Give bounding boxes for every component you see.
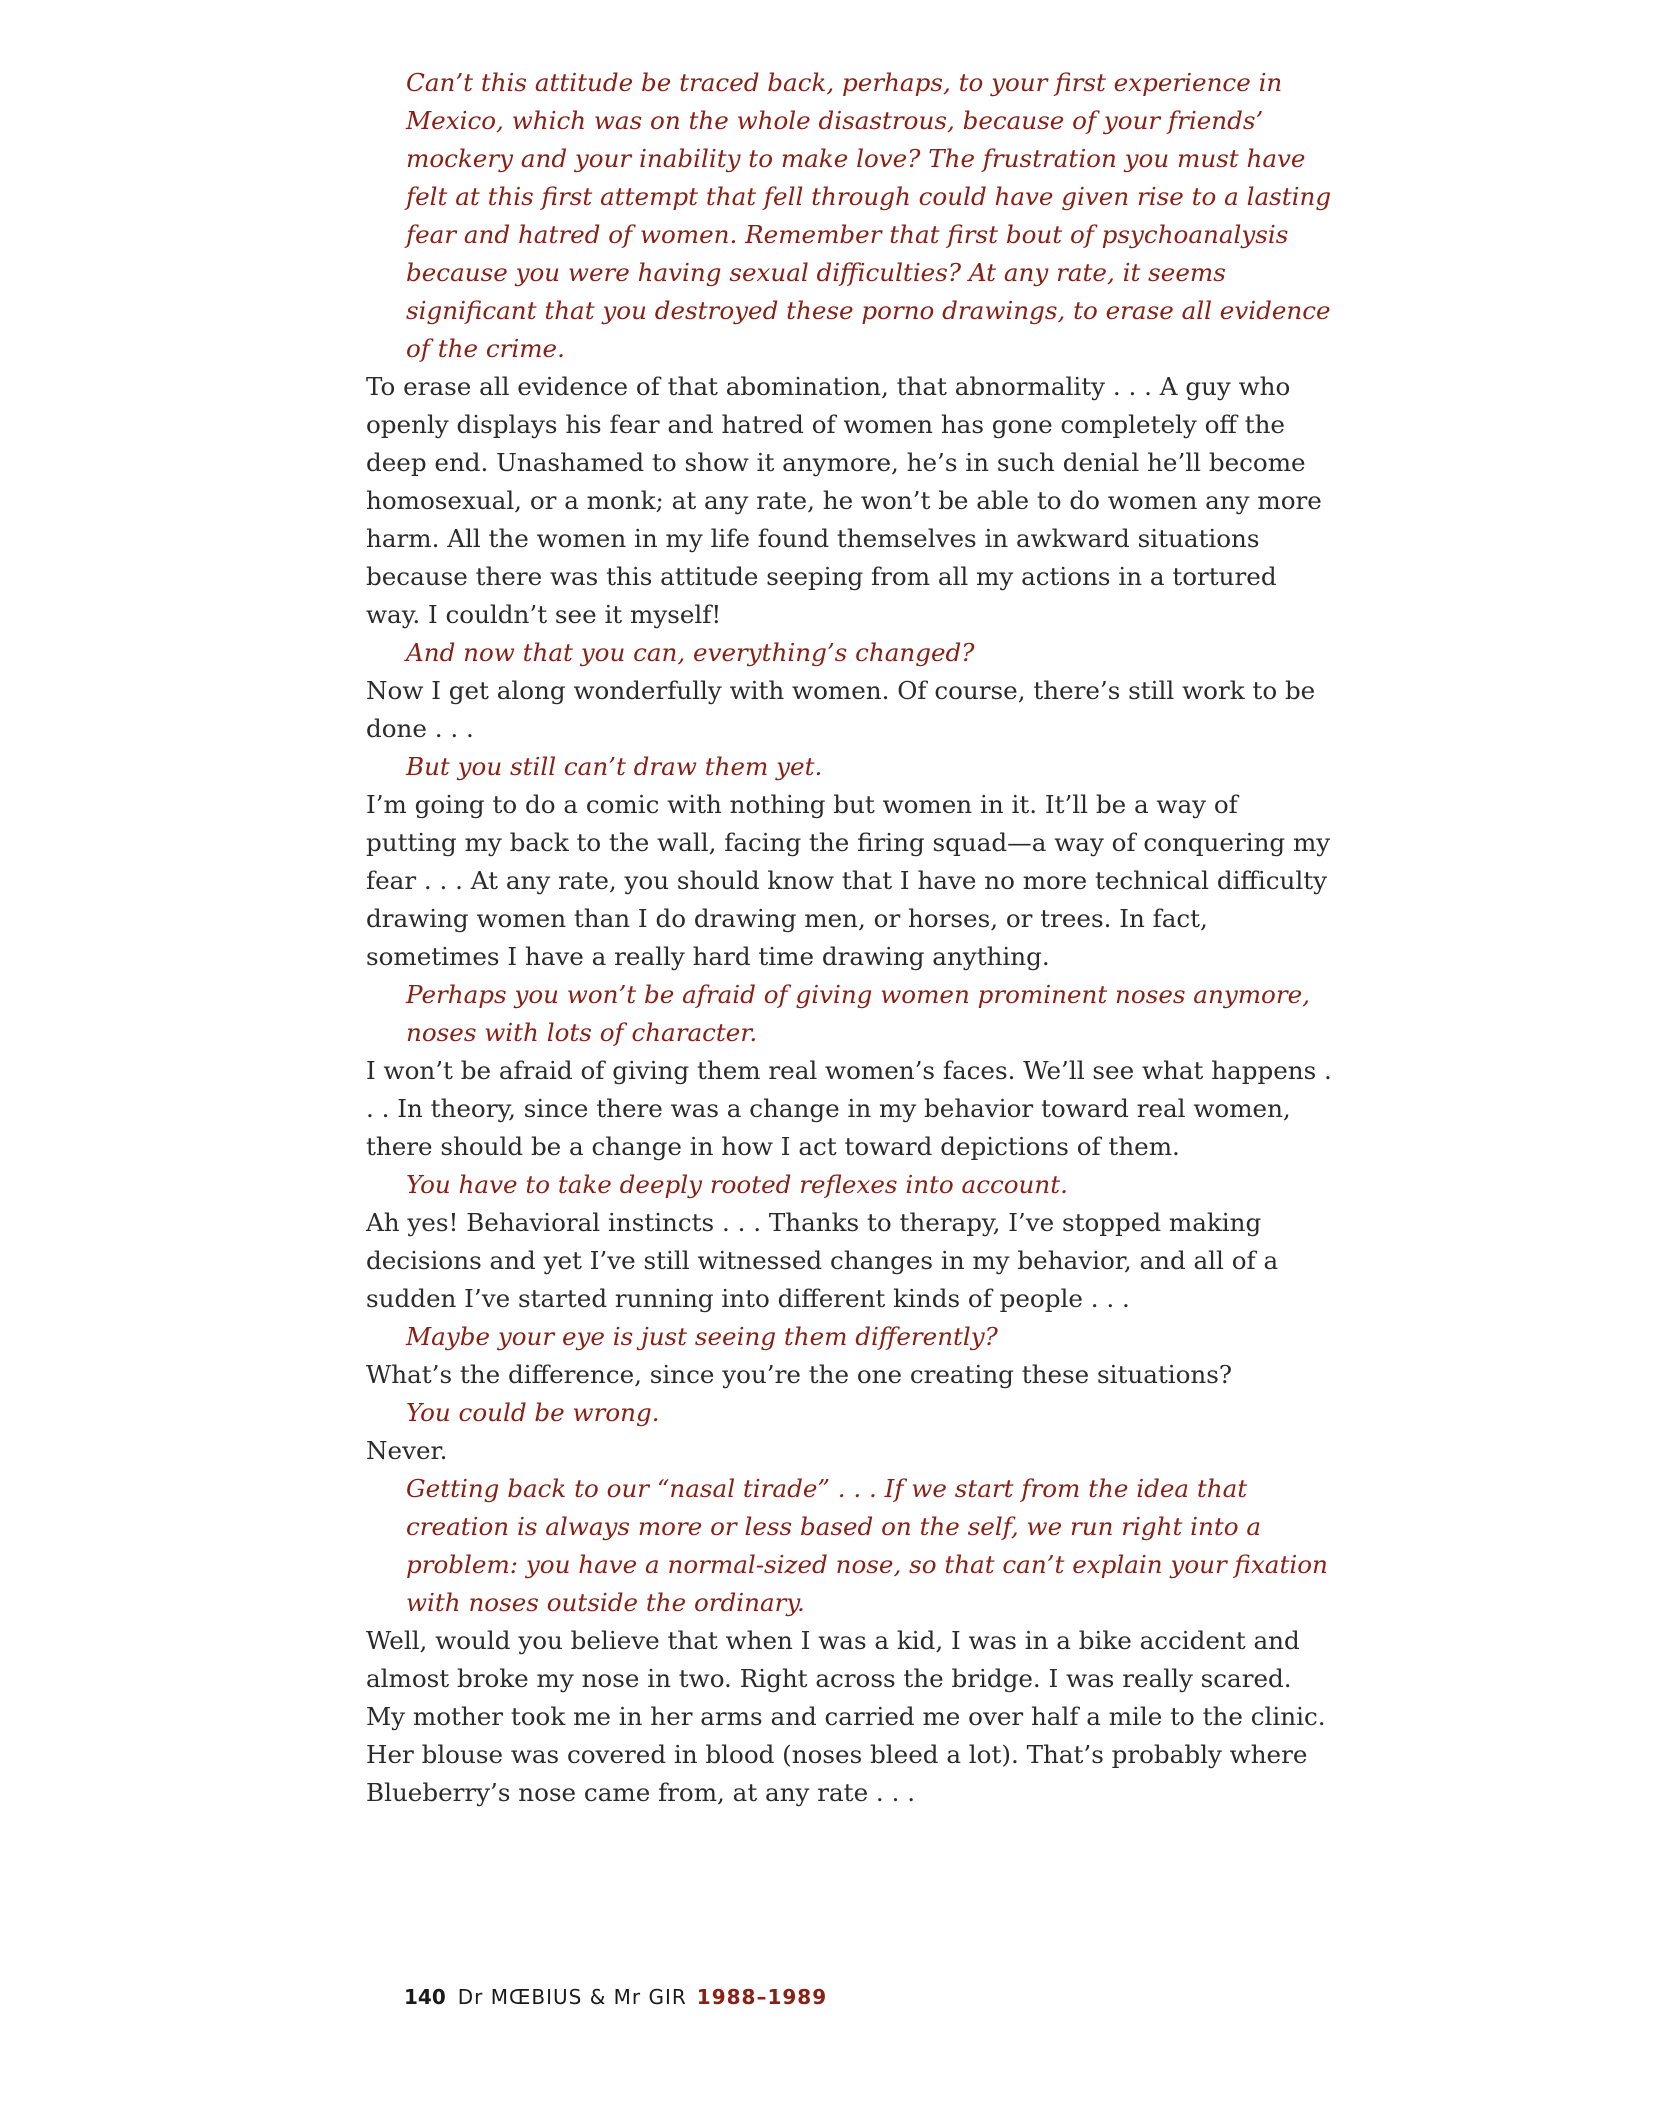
question-paragraph: But you still can’t draw them yet.	[406, 752, 823, 781]
answer-paragraph: Now I get along wonderfully with women. Of course, there’s still work to be done . . .	[366, 676, 1316, 743]
question-paragraph: Maybe your eye is just seeing them differently?	[406, 1322, 998, 1351]
question-paragraph: Perhaps you won’t be afraid of giving women prominent noses anymore, noses with lots of character.	[406, 980, 1310, 1047]
question-paragraph: You have to take deeply rooted reflexes into account.	[406, 1170, 1068, 1199]
answer-paragraph: What’s the difference, since you’re the one creating these situations?	[366, 1360, 1233, 1389]
question-paragraph: Getting back to our “nasal tirade” . . . If we start from the idea that creation is always more or less based on the self, we run right into a problem: you have a normal-sized nose, so that can’t explain your fixation with noses outside the ordinary.	[406, 1474, 1328, 1617]
question-paragraph: You could be wrong.	[406, 1398, 660, 1427]
question-paragraph: And now that you can, everything’s changed?	[406, 638, 975, 667]
interview-text	[366, 64, 1336, 1812]
question-paragraph: Can’t this attitude be traced back, perhaps, to your first experience in Mexico, which was on the whole disastrous, because of your friends’ mockery and your inability to make love? The frustration you must have felt at this first attempt that fell through could have given rise to a lasting fear and hatred of women. Remember that first bout of psychoanalysis because you were having sexual difficulties? At any rate, it seems significant that you destroyed these porno drawings, to erase all evidence of the crime.	[406, 68, 1332, 363]
chapter-years: 1988–1989	[696, 1985, 828, 2009]
answer-paragraph: Ah yes! Behavioral instincts . . . Thanks to therapy, I’ve stopped making decisions and yet I’ve still witnessed changes in my behavior, and all of a sudden I’ve started running into different kinds of people . . .	[366, 1208, 1279, 1313]
answer-paragraph: Well, would you believe that when I was a kid, I was in a bike accident and almost broke my nose in two. Right across the bridge. I was really scared. My mother took me in her arms and carried me over half a mile to the clinic. Her blouse was covered in blood (noses bleed a lot). That’s probably where Blueberry’s nose came from, at any rate . . .	[366, 1626, 1326, 1807]
page-footer	[404, 1985, 827, 2009]
answer-paragraph: I won’t be afraid of giving them real women’s faces. We’ll see what happens . . . In theory, since there was a change in my behavior toward real women, there should be a change in how I act toward depictions of them.	[366, 1056, 1332, 1161]
answer-paragraph: I’m going to do a comic with nothing but women in it. It’ll be a way of putting my back to the wall, facing the firing squad—a way of conquering my fear . . . At any rate, you should know that I have no more technical difficulty drawing women than I do drawing men, or horses, or trees. In fact, sometimes I have a really hard time drawing anything.	[366, 790, 1331, 971]
page-number: 140	[404, 1985, 446, 2009]
book-title: Dr MŒBIUS & Mr GIR	[457, 1985, 687, 2009]
answer-paragraph: Never.	[366, 1436, 448, 1465]
answer-paragraph: To erase all evidence of that abomination, that abnormality . . . A guy who openly displays his fear and hatred of women has gone completely off the deep end. Unashamed to show it anymore, he’s in such denial he’ll become homosexual, or a monk; at any rate, he won’t be able to do women any more harm. All the women in my life found themselves in awkward situations because there was this attitude seeping from all my actions in a tortured way. I couldn’t see it myself!	[366, 372, 1322, 629]
